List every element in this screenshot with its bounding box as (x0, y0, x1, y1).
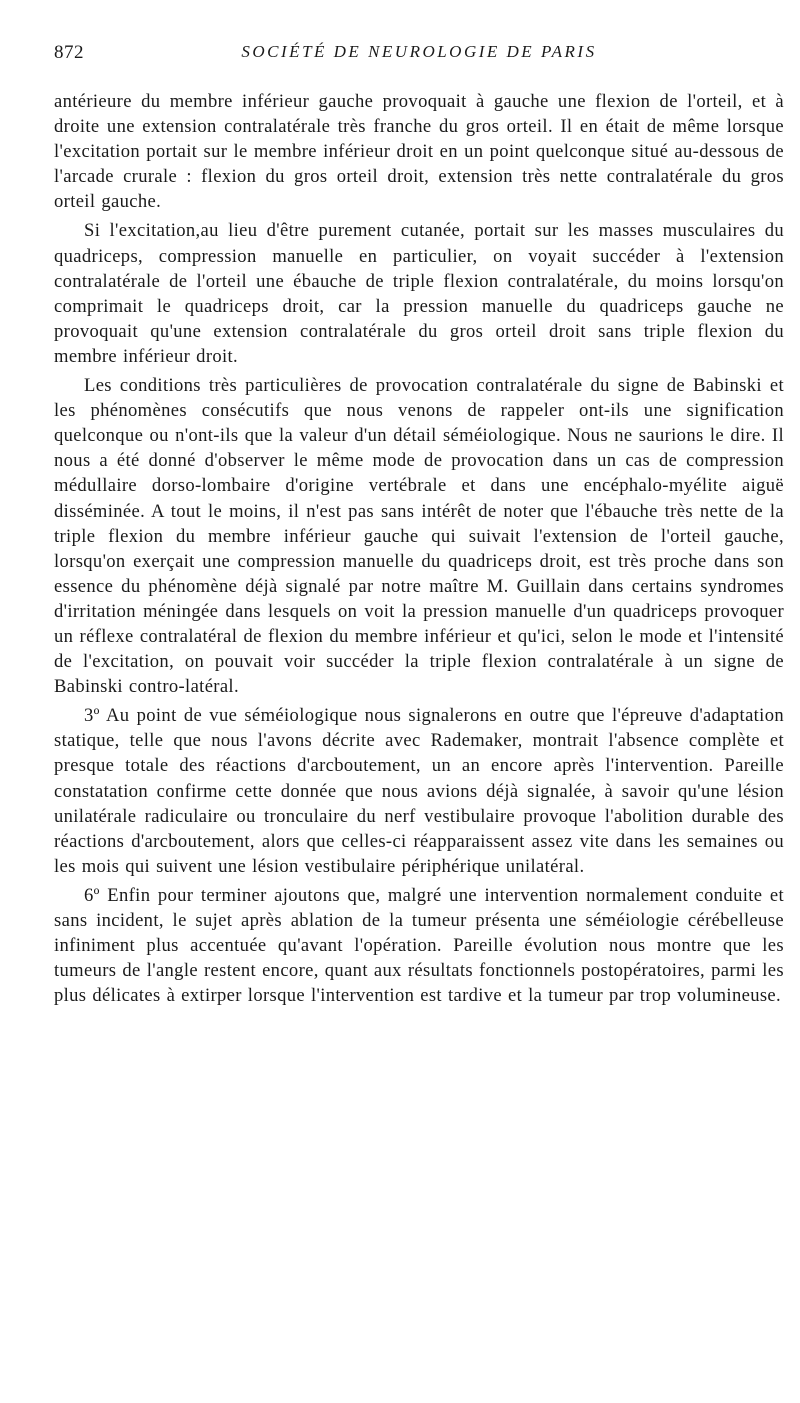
journal-title: SOCIÉTÉ DE NEUROLOGIE DE PARIS (241, 42, 597, 61)
paragraph-quadriceps-excitation: Si l'excitation,au lieu d'être purement cutanée, portait sur les masses musculaires du quadriceps, compression manuelle en particulier, on voyait succéder à l'extension contralatérale de l'orteil une ébauche de triple flexion contralatérale, du moins lorsqu'on comprimait le quadriceps droit, car la pression manuelle du quadriceps gauche ne provoquait qu'une extension contralatérale du gros orteil droit sans triple flexion du membre inférieur droit. (54, 220, 784, 367)
paragraph-babinski-conditions: Les conditions très particulières de provocation contralatérale du signe de Babinski et les phénomènes consécutifs que nous venons de rappeler ont-ils une signification quelconque ou n'ont-ils que la valeur d'un détail séméiologique. Nous ne saurions le dire. Il nous a été donné d'observer le même mode de provocation dans un cas de compression médullaire dorso-lombaire d'origine vertébrale et dans une encéphalo-myélite aiguë disséminée. A tout le moins, il n'est pas sans intérêt de noter que l'ébauche très nette de la triple flexion du membre inférieur gauche qui suivait l'extension de l'orteil gauche, lorsqu'on exerçait une compression manuelle du quadriceps droit, est très proche dans son essence du phénomène déjà signalé par notre maître M. Guillain dans certains syndromes d'irritation méningée dans lesquels on voit la pression manuelle d'un quadriceps provoquer un réflexe contralatéral de flexion du membre inférieur et qu'ici, selon le mode et l'intensité de l'excitation, on pouvait voir succéder la triple flexion contralatérale à un signe de Babinski contro-latéral. (54, 375, 784, 698)
article-body (54, 89, 784, 1008)
paragraph-continuation: antérieure du membre inférieur gauche provoquait à gauche une flexion de l'orteil, et à droite une extension contralatérale très franche du gros orteil. Il en était de même lorsque l'excitation portait sur le membre inférieur droit en un point quelconque situé au-dessous de l'arcade crurale : flexion du gros orteil droit, extension très nette contralatérale du gros orteil gauche. (54, 91, 784, 213)
page-number: 872 (54, 42, 84, 63)
paragraph-point-6: 6º Enfin pour terminer ajoutons que, malgré une intervention normalement conduite et sans incident, le sujet après ablation de la tumeur présenta une séméiologie cérébelleuse infiniment plus accentuée qu'avant l'opération. Pareille évolution nous montre que les tumeurs de l'angle restent encore, quant aux résultats fonctionnels postopératoires, parmi les plus délicates à extirper lorsque l'intervention est tardive et la tumeur par trop volumineuse. (54, 884, 784, 1007)
running-header (54, 42, 784, 72)
paragraph-point-3: 3º Au point de vue séméiologique nous signalerons en outre que l'épreuve d'adaptation statique, telle que nous l'avons décrite avec Rademaker, montrait l'absence complète et presque totale des réactions d'arcboutement, un an encore après l'intervention. Pareille constatation confirme cette donnée que nous avions déjà signalée, à savoir qu'une lésion unilatérale radiculaire ou tronculaire du nerf vestibulaire provoque l'abolition durable des réactions d'arcboutement, alors que celles-ci réapparaissent assez vite dans les semaines ou les mois qui suivent une lésion vestibulaire périphérique unilatéral. (54, 705, 784, 877)
